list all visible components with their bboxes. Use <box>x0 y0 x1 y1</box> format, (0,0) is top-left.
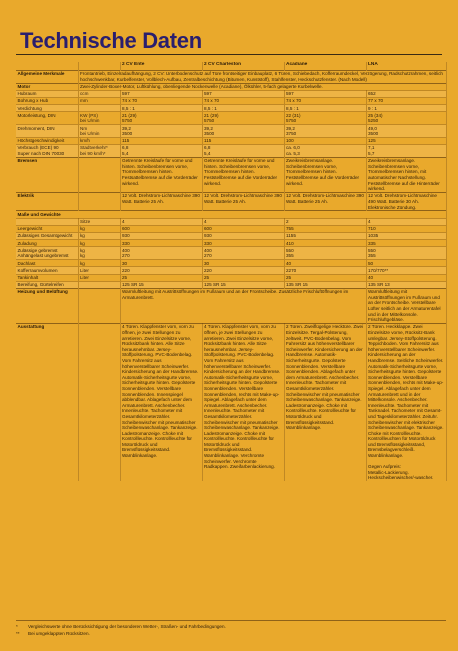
cell-value: ca. 6,0 ca. 5,3 <box>284 145 366 158</box>
footnote: * Vergleichswerte ohne Berücksichtigung der besonderen Wetter-, Straßen- und Fahrbedingungen. <box>16 624 226 629</box>
cell-value: Getrennte Kreisläufe für vorne und hinten. Scheibenbremsen vorne, Trommelbremsen hinten. Festsattelbremse auf die Vorderräder wirkend. <box>120 157 202 192</box>
cell-value: 40 <box>284 260 366 267</box>
row-label: Verbrauch (ECE) 90 Super nach DIN 70030 <box>16 145 78 158</box>
section-header-row <box>16 83 446 90</box>
row-label: Kofferraumvolumen <box>16 267 78 274</box>
column-header: 2 CV Ente <box>120 62 202 70</box>
cell-value: 550 355 <box>366 247 446 260</box>
row-label: Höchstgeschwindigkeit <box>16 137 78 144</box>
section-label: Allgemeine Merkmale <box>16 70 78 83</box>
cell-value: 125 SR 15 <box>202 281 284 288</box>
cell-value: 39,2 3500 <box>120 125 202 138</box>
cell-value: Getrennte Kreisläufe für vorne und hinten. Scheibenbremsen vorne, Trommelbremsen hinten. Feststellbremse auf die Vorderräder wirkend. <box>202 157 284 192</box>
row-label: Bohrung x Hub <box>16 98 78 105</box>
section-row <box>16 288 446 323</box>
table-row <box>16 105 446 112</box>
cell-value: 115 <box>120 137 202 144</box>
row-label: Motorleistung, DIN <box>16 112 78 125</box>
cell-value: Zweikreisbremsanlage. Scheibenbremsen vorne, Trommelbremsen hinten. Feststellbremse auf die Vorderräder wirkend. <box>284 157 366 192</box>
cell-value: 652 <box>366 90 446 97</box>
cell-value: 220 <box>120 267 202 274</box>
cell-value: 12 Volt. Drehstrom-Lichtmaschine 390 Watt. Batterie 25 Ah. <box>120 193 202 211</box>
cell-value: 21 (29) 5750 <box>202 112 284 125</box>
table-row <box>16 260 446 267</box>
row-unit: kg <box>78 240 120 247</box>
footnote: ** Bei umgeklappten Rücksitzen. <box>16 630 90 636</box>
column-header: 2 CV Charleston <box>202 62 284 70</box>
cell-value: 2 <box>284 218 366 225</box>
row-unit: Stadtverkehr* bei 90 km/h* <box>78 145 120 158</box>
cell-value: 135 SR 13 <box>366 281 446 288</box>
cell-value: 597 <box>120 90 202 97</box>
row-unit: ccm <box>78 90 120 97</box>
row-unit: kg kg <box>78 247 120 260</box>
row-unit: kg <box>78 225 120 232</box>
column-header-row <box>16 62 446 70</box>
cell-value: 6,8 5,4 <box>120 145 202 158</box>
cell-value: 74 x 70 <box>202 98 284 105</box>
cell-value: 12 Volt. Drehstrom-Lichtmaschine 390 Watt. Batterie 25 Ah. <box>202 193 284 211</box>
table-row <box>16 240 446 247</box>
section-label: Heizung und Belüftung <box>16 288 78 323</box>
table-row <box>16 218 446 225</box>
section-text: Frontantrieb, Einzelradaufhängung, 2 CV: Unterbodenschutz auf Türe frontseitiger Einbauplatz, 6 Türen, Schiebedach, Kofferraumdeckel, Verzögerung, Radschutzrahmen, seitlich hochschwenkbar, Kurbelfenster, Vollblech-Aufbau, Zentralbeschichtung (Bitumen, Kunststoff), Stahlfenster, Heckschutzfenster. (Nach Modell) <box>78 70 446 83</box>
cell-value: 330 <box>202 240 284 247</box>
cell-value: 4 <box>202 218 284 225</box>
table-row <box>16 125 446 138</box>
section-row <box>16 193 446 211</box>
cell-value: 600 <box>202 225 284 232</box>
empty-unit <box>78 157 120 192</box>
cell-value: 220 <box>202 267 284 274</box>
row-unit: km/h <box>78 137 120 144</box>
cell-value: 30 <box>120 260 202 267</box>
row-label: Dachlast <box>16 260 78 267</box>
row-label: Zuladung <box>16 240 78 247</box>
table-row <box>16 137 446 144</box>
section-label: Maße und Gewichte <box>16 211 446 218</box>
row-label: Zulässige gebremst Anhängelast ungebremst <box>16 247 78 260</box>
row-unit: Nm bei U/min <box>78 125 120 138</box>
cell-value: 400 270 <box>120 247 202 260</box>
footnotes <box>16 620 446 637</box>
cell-value: Zweikreisbremsanlage. Scheibenbremsen vorne, Trommelbremsen hinten, mit automatischer Nachstellung. Feststellbremse auf die Hinterräder wirkend. <box>366 157 446 192</box>
row-unit: kg <box>78 260 120 267</box>
cell-value: 710 <box>366 225 446 232</box>
cell-value: 22 (31) 5750 <box>284 112 366 125</box>
section-label: Motor <box>16 83 78 90</box>
cell-value: 2 Türen. Zweiflügelige Hecktüre. Zwei Einzelsitze. Tergal-Polsterung, zeltweit. PVC-Bodenbelag. Vom Fahrersitz aus höhenverstellbarer Scheinwerfer. Kindersicherung an der Handbremse. Automatik-Sicherheitsgurte. Gepolsterte Sonnenblenden. Verstellbare Sonnenblenden. Ablagefach unter dem Armaturenbrett. Aschenbecher. Innenleuchte. Tachometer mit Gesamtkilometerzähler. Scheibenwischer mit pneumatischer Scheibenwaschanlage. Tankanzeige. Ladestromanzeige. Choke mit Kontrollleuchte. Kontrollleuchte für Motoröldruck und Bremsflüssigkeitsstand. Warnblinkanlage. <box>284 324 366 482</box>
cell-value: 335 <box>366 240 446 247</box>
cell-value: 930 <box>120 233 202 240</box>
cell-value: 755 <box>284 225 366 232</box>
cell-value: 25 <box>202 274 284 281</box>
row-label: Zulässiges Gesamtgewicht <box>16 233 78 240</box>
cell-value: 74 x 70 <box>120 98 202 105</box>
row-unit: mm <box>78 98 120 105</box>
title-rule <box>16 54 442 55</box>
cell-value: 9 : 1 <box>366 105 446 112</box>
row-label: Leergewicht <box>16 225 78 232</box>
section-row <box>16 324 446 482</box>
row-unit: Liter <box>78 267 120 274</box>
cell-value: 77 x 70 <box>366 98 446 105</box>
cell-value: 4 Türen. Klappfenster vorn, vorn zu öffnen, je zwei Stellungen zu arretieren. Zwei Einzelsitze vorne, Rücksitzbank hinten. Alle Sitze herausnehmbar. Jersey-Stoffpolsterung. PVC-Bodenbelag. Vom Fahrersitz aus höhenverstellbarer Scheinwerfer. Kindersicherung an der Handbremse. Automatik-Sicherheitsgurte vorne, Sicherheitsgurte hinten. Gepolsterte Sonnenblenden. Verstellbare Sonnenblenden, rechts mit Make-up-Spiegel. Ablagefach unter dem Armaturenbrett. Aschenbecher. Innenleuchte. Tachometer mit Gesamtkilometerzähler. Scheibenwischer mit pneumatischer Scheibenwaschanlage. Tankanzeige. Ladestromanzeige. Choke mit Kontrollleuchte. Kontrollleuchte für Motoröldruck und Bremsflüssigkeitsstand. Warnblinkanlage. Verchromte Scheinwerfer. Verchromte Radkappen. Zweifarbenlackierung. <box>202 324 284 482</box>
row-unit <box>78 105 120 112</box>
table-row <box>16 274 446 281</box>
empty-unit <box>78 288 120 323</box>
row-label: Bereifung, Gürtelreifen <box>16 281 78 288</box>
table-row <box>16 225 446 232</box>
spec-table <box>16 62 447 481</box>
cell-value: Warmluftleitung mit Austrittsöffnungen im Fußraum und an der Frontscheibe. Verstellbare Lüfter seitlich an der Armaturentafel und in der Mittelkonsole. Frischluftgebläse. <box>366 288 446 323</box>
table-row <box>16 145 446 158</box>
table-row <box>16 98 446 105</box>
table-row <box>16 112 446 125</box>
empty-unit <box>78 193 120 211</box>
section-row <box>16 157 446 192</box>
cell-value: 400 270 <box>202 247 284 260</box>
cell-value: 115 <box>202 137 284 144</box>
row-label: Verdichtung <box>16 105 78 112</box>
page-title: Technische Daten <box>20 28 202 53</box>
cell-value: 600 <box>120 225 202 232</box>
row-label: Drehmoment, DIN <box>16 125 78 138</box>
table-row <box>16 281 446 288</box>
empty-unit <box>78 324 120 482</box>
table-row <box>16 233 446 240</box>
row-label <box>16 218 78 225</box>
cell-value: 21 (29) 5750 <box>120 112 202 125</box>
cell-value: 1035 <box>366 233 446 240</box>
cell-value: 930 <box>202 233 284 240</box>
cell-value: 40 <box>366 274 446 281</box>
row-unit <box>78 281 120 288</box>
column-header: LNA <box>366 62 446 70</box>
cell-value: 100 <box>284 137 366 144</box>
row-unit: KW (PS) bei U/min <box>78 112 120 125</box>
section-label: Elektrik <box>16 193 78 211</box>
general-row <box>16 70 446 83</box>
table-row <box>16 90 446 97</box>
table-row <box>16 267 446 274</box>
cell-value: 8,5 : 1 <box>120 105 202 112</box>
cell-value: 4 <box>120 218 202 225</box>
cell-value: 2270 <box>284 267 366 274</box>
cell-value: 74 x 70 <box>284 98 366 105</box>
section-text: Zwei-Zylinder-Boxer-Motor, Luftkühlung, obenliegende Nockenwelle (Acadiane), Ölkühler, 5-fach gelagerte Kurbelwelle. <box>78 83 446 90</box>
cell-value: 550 355 <box>284 247 366 260</box>
cell-value: 125 SR 15 <box>120 281 202 288</box>
cell-value: 39,2 3500 <box>202 125 284 138</box>
cell-value: 8,5 : 1 <box>202 105 284 112</box>
cell-value: 39,2 3750 <box>284 125 366 138</box>
cell-value: 25 (34) 5250 <box>366 112 446 125</box>
cell-value: 1155 <box>284 233 366 240</box>
row-unit: kg <box>78 233 120 240</box>
row-label: Hubraum <box>16 90 78 97</box>
cell-value: 30 <box>202 260 284 267</box>
cell-value: 12 Volt. Drehstrom-Lichtmaschine 490 Watt. Batterie 30 Ah. Elektronische Zündung. <box>366 193 446 211</box>
cell-value: 8,5 : 1 <box>284 105 366 112</box>
cell-value: 7,1 5,7 <box>366 145 446 158</box>
cell-value: 597 <box>202 90 284 97</box>
cell-value: 2 Türen. Heckklappe. Zwei Einzelsitze vorne, Rücksitz-Bank umlegbar. Jersey-Stoffpolsterung. Teppichboden. Vom Fahrersitz aus höhenverstellbarer Scheinwerfer. Kindersicherung an der Handbremse. Seitliche Scheinwerfer. Automatik-Sicherheitsgurte vorne, Sicherheitsgurte hinten. Gepolsterte Sonnenblenden. Verstellbare Sonnenblenden, rechts mit Make-up-Spiegel. Ablagefach unter dem Armaturenbrett und in der Mittelkonsole. Aschenbecher. Innenleuchte. Tachometer mit Tanknadel. Tachometer mit Gesamt- und Tageskilometerzähler. Zeituhr. Scheibenwischer mit elektrischer Scheibenwaschanlage. Tankanzeige. Choke mit Kontrollleuchte. Kontrollleuchten für Motoröldruck und Bremsflüssigkeitsstand, Bremsbelagverschleiß. Warnblinkanlage. Gegen Aufpreis: Metallic-Lackierung. Heckscheibenwischer/-wascher. <box>366 324 446 482</box>
row-label: Tankinhalt <box>16 274 78 281</box>
row-unit: Sitze <box>78 218 120 225</box>
cell-value: 330 <box>120 240 202 247</box>
section-label: Bremsen <box>16 157 78 192</box>
cell-value: 170/770** <box>366 267 446 274</box>
cell-value: 49,0 3500 <box>366 125 446 138</box>
section-header-row <box>16 211 446 218</box>
cell-value: 4 <box>366 218 446 225</box>
cell-value: 12 Volt. Drehstrom-Lichtmaschine 390 Watt. Batterie 25 Ah. <box>284 193 366 211</box>
cell-value: 125 <box>366 137 446 144</box>
cell-value: 25 <box>120 274 202 281</box>
column-header: Acadiane <box>284 62 366 70</box>
cell-value: 6,8 5,4 <box>202 145 284 158</box>
section-label: Ausstattung <box>16 324 78 482</box>
cell-value: 410 <box>284 240 366 247</box>
cell-value: 25 <box>284 274 366 281</box>
cell-value: 50 <box>366 260 446 267</box>
row-unit: Liter <box>78 274 120 281</box>
cell-value: 597 <box>284 90 366 97</box>
cell-value: 135 SR 15 <box>284 281 366 288</box>
cell-value: 4 Türen. Klappfenster vorn, vorn zu öffnen, je zwei Stellungen zu arretieren. Zwei Einzelsitze vorne, Rücksitzbank hinten. Alle Sitze herausnehmbar. Jersey-Stoffpolsterung. PVC-Bodenbelag. Vom Fahrersitz aus höhenverstellbarer Scheinwerfer. Kindersicherung an der Handbremse. Automatik-Sicherheitsgurte vorne, Sicherheitsgurte hinten. Gepolsterte Sonnenblenden. Verstellbare Sonnenblenden. Innenspiegel abblendbar. Ablagefach unter dem Armaturenbrett. Aschenbecher. Innenleuchte. Tachometer mit Gesamtkilometerzähler. Scheibenwischer mit pneumatischer Scheibenwaschanlage. Tankanzeige. Ladestromanzeige. Choke mit Kontrollleuchte. Kontrollleuchte für Motoröldruck und Bremsflüssigkeitsstand. Warnblinkanlage. <box>120 324 202 482</box>
section-text: Warmluftleitung mit Austrittsöffnungen im Fußraum und an der Frontscheibe. Zusätzliche Frischluftöffnungen im Armaturenbrett. <box>120 288 366 323</box>
table-row <box>16 247 446 260</box>
